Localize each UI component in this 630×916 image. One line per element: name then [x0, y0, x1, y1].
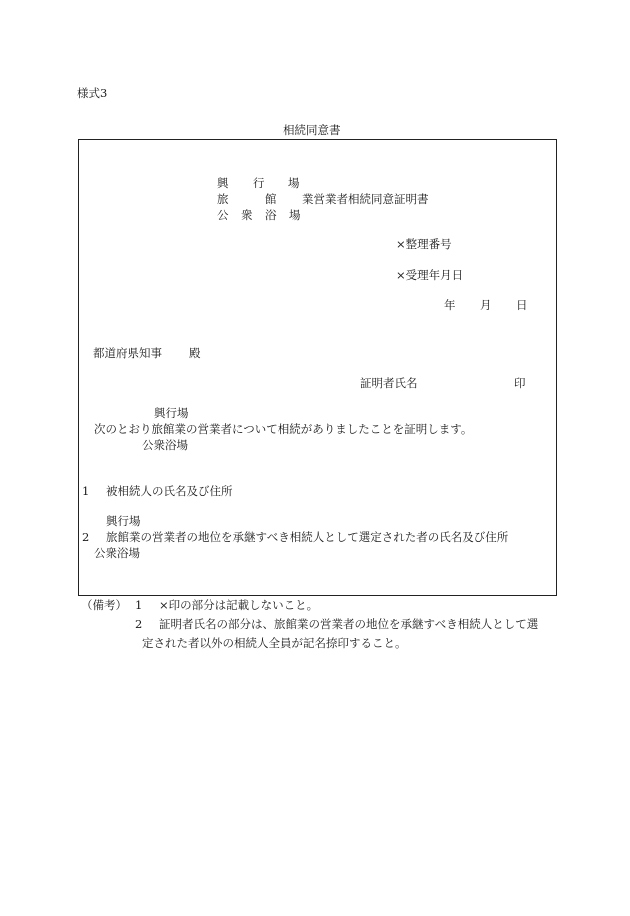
cert-kogyojo-char-3: 場 [288, 176, 300, 190]
remark-2-number: 2 [135, 617, 143, 631]
item2-koshuyokujo: 公衆浴場 [94, 546, 140, 560]
cert-kogyojo-char-1: 興 [217, 176, 229, 190]
addressee: 都道府県知事 [93, 346, 162, 360]
item2-kogyojo: 興行場 [106, 514, 141, 528]
date-day-label: 日 [516, 298, 528, 312]
cert-title-suffix: 業営業者相続同意証明書 [302, 192, 429, 206]
remark-1-text: ×印の部分は記載しないこと。 [159, 598, 319, 612]
form-box [78, 139, 557, 596]
cert-koshuyokujo-char-2: 衆 [241, 208, 253, 222]
seiri-bango-label: ×整理番号 [396, 237, 452, 251]
remark-2-text: 証明者氏名の部分は、旅館業の営業者の地位を承継すべき相続人として選 [159, 617, 539, 631]
body-main-text: 次のとおり旅館業の営業者について相続がありましたことを証明します。 [94, 422, 473, 436]
cert-ryokan-char-2: 館 [265, 192, 277, 206]
remark-1-number: 1 [135, 598, 143, 612]
body-kogyojo: 興行場 [154, 406, 189, 420]
seal-mark: 印 [514, 376, 526, 390]
juri-date-label: ×受理年月日 [396, 268, 464, 282]
remarks-label: （備考） [81, 598, 127, 612]
item1-number: 1 [82, 484, 90, 498]
certifier-name-label: 証明者氏名 [360, 376, 418, 390]
cert-kogyojo-char-2: 行 [253, 176, 265, 190]
cert-koshuyokujo-char-3: 浴 [265, 208, 277, 222]
date-year-label: 年 [444, 298, 456, 312]
date-month-label: 月 [480, 298, 492, 312]
cert-koshuyokujo-char-4: 場 [289, 208, 301, 222]
addressee-honorific: 殿 [189, 346, 201, 360]
document-title: 相続同意書 [283, 123, 341, 137]
item2-number: 2 [82, 530, 90, 544]
body-koshuyokujo: 公衆浴場 [142, 438, 188, 452]
remark-2-continuation: 定された者以外の相続人全員が記名捺印すること。 [142, 636, 407, 650]
item2-text: 旅館業の営業者の地位を承継すべき相続人として選定された者の氏名及び住所 [106, 530, 509, 544]
form-number-label: 様式3 [77, 86, 108, 100]
cert-koshuyokujo-char-1: 公 [217, 208, 229, 222]
cert-ryokan-char-1: 旅 [217, 192, 229, 206]
item1-text: 被相続人の氏名及び住所 [106, 484, 233, 498]
